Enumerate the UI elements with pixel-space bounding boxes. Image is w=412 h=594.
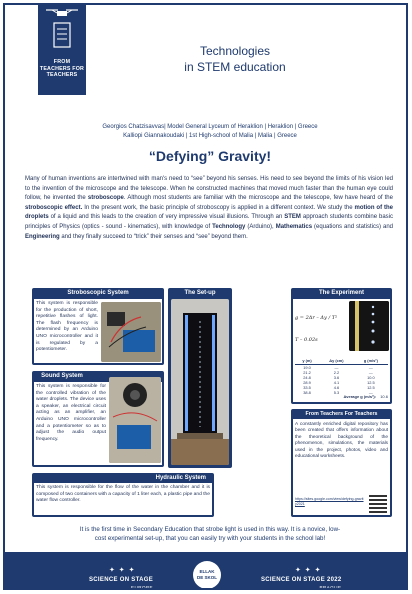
table-cell: — [334,365,339,370]
equation-1: g = 2Δr – Δy / T² [295,315,338,321]
footer-line-1: It is the first time in Secondary Education that strobe light is used in this way. It is a novice, low- [79,526,341,533]
from-teachers-text: A constantly enriched digital repository has been created that offers information about the theoretical background of the phenomenon, simulations, the materials used in the project, photos, video and educational worksheets. [295,421,388,459]
hydraulic-title: Hydraulic System [155,475,206,481]
intro-text: approach students combine basic principles of Physics (optics - sound - kinematics), with knowledge of [25,214,393,230]
table-cell: 38.8 [303,390,311,395]
footer-statement [15,525,405,543]
stars-icon: ✦ ✦ ✦ [109,567,136,574]
drone-icon [38,7,86,22]
table-cell: 4.6 [333,385,340,390]
table-header: g (m/s²) [354,357,388,365]
table-cell: 12.5 [367,380,375,385]
table-cell: 2.2 [333,370,340,375]
hydraulic-text: This system is responsible for the flow of the water in the chamber and it is composed of two containers with a capacity of 1 liter each, a plastic pipe and the water flow controller. [36,485,210,504]
authors [45,123,375,141]
average-value: 10.6 [380,394,388,399]
intro-text: (Arduino), [245,223,274,230]
intro-text: of a liquid and this leads to the creation of very impressive visual illusions. Through an [48,214,283,221]
table-cell: 12.5 [367,385,375,390]
poster-title [165,43,305,75]
from-teachers-title: From Teachers For Teachers [305,411,378,417]
right-brand: SCIENCE ON STAGE 2022 [261,577,342,583]
ellak-logo [193,561,221,589]
poster [3,3,408,590]
intro-bold: Engineering [25,233,60,240]
science-on-stage-europe-logo [89,577,153,590]
arduino-photo [101,302,161,362]
table-cell: 24.8 [303,375,311,380]
right-sub: PRAGUE [319,585,342,590]
author-2: Kalliopi Giannakoudaki | 1st High-school of Malia | Malia | Greece [123,133,297,139]
left-sub: EUROPE [131,585,154,590]
stars-icon: ✦ ✦ ✦ [295,567,322,574]
table-cell: 19.0 [303,365,311,370]
intro-bold: motion of the droplets [25,204,394,221]
left-brand: SCIENCE ON STAGE [89,577,154,583]
table-cell: 5.3 [333,390,340,395]
setup-photo [171,299,229,465]
droplets-photo [349,301,389,351]
table-header: Δy (cm) [319,357,354,365]
ellak-text-2: DE SKOL [196,575,217,580]
intro-bold: stroboscopic effect. [25,204,83,211]
main-title: “Defying” Gravity! [148,148,272,164]
stroboscopic-text: This system is responsible for the production of short, repetitive flashes of light. The flash frequency is determined by an Arduino UNO microcontroller and it is regulated by a potentiometer. [36,301,98,353]
sound-text: This system is responsible for the controlled vibration of the water droplets. The device uses a speaker, an electrical circuit acting as an amplifier, an Arduino UNO microcontroller and a potentiometer so as to adjust the audio output frequency. [36,384,106,442]
ellak-text-1: ELLAK [199,569,215,574]
table-header: y (m) [295,357,319,365]
table-cell: 4.1 [333,380,340,385]
average-label: Average g (m/s²): [343,394,377,399]
setup-title: The Set-up [184,290,216,296]
table-cell: — [368,370,373,375]
results-table [295,357,388,395]
title-line-1: Technologies [199,44,271,58]
footer-line-2: cost experimental set-up, that you can easily try with your students in the school lab! [94,535,326,542]
intro-paragraph [25,175,393,242]
qr-code-icon [369,495,387,513]
title-line-2: in STEM education [184,60,286,74]
table-cell: 21.2 [303,370,311,375]
sponsor-bar [5,552,408,590]
intro-bold: Mathematics [275,223,313,230]
intro-bold: STEM [284,214,301,221]
speaker-photo [109,377,161,463]
table-cell: 10.0 [367,375,375,380]
intro-text: . Although most students are familiar with the microscope and the telescope, few have heard of the [123,195,393,202]
intro-bold: stroboscope [87,195,124,202]
book-icon [52,21,72,51]
intro-text: (equations and statistics) and [312,223,394,230]
logo-text: FROM TEACHERS FOR TEACHERS [39,59,85,78]
stroboscopic-title: Stroboscopic System [67,290,129,296]
table-cell: — [368,390,373,395]
intro-text: and they finally succeed to “trick” their senses and “see” beyond them. [59,233,248,240]
experiment-title: The Experiment [318,290,364,296]
table-cell: — [368,365,373,370]
science-on-stage-2022-logo [261,577,342,590]
from-teachers-logo [38,5,86,95]
sound-title: Sound System [41,373,83,379]
table-cell: 33.5 [303,385,311,390]
table-cell: 28.9 [303,380,311,385]
intro-bold: Technology [212,223,246,230]
intro-text: Many of human inventions are intertwined with man's need to “see” beyond his senses. His need to see beyond the limits of his vision led to the invention of the microscope and the telescope. When he constructed machines that moved much faster than the human eye could follow, he invented the [25,176,393,202]
table-cell: 3.6 [333,375,340,380]
equation-2: T – 0.02s [295,337,318,343]
repository-link[interactable]: https://sites.google.com/view/defying-gravity2021 [295,497,364,506]
author-1: Georgios Chatzisavvas| Model General Lyceum of Heraklion | Heraklion | Greece [102,124,318,130]
table-header-row [295,357,388,365]
intro-text: In the present work, the basic principle of stroboscopy is applied in a different context. We study the [82,204,353,211]
average-row [295,394,388,399]
